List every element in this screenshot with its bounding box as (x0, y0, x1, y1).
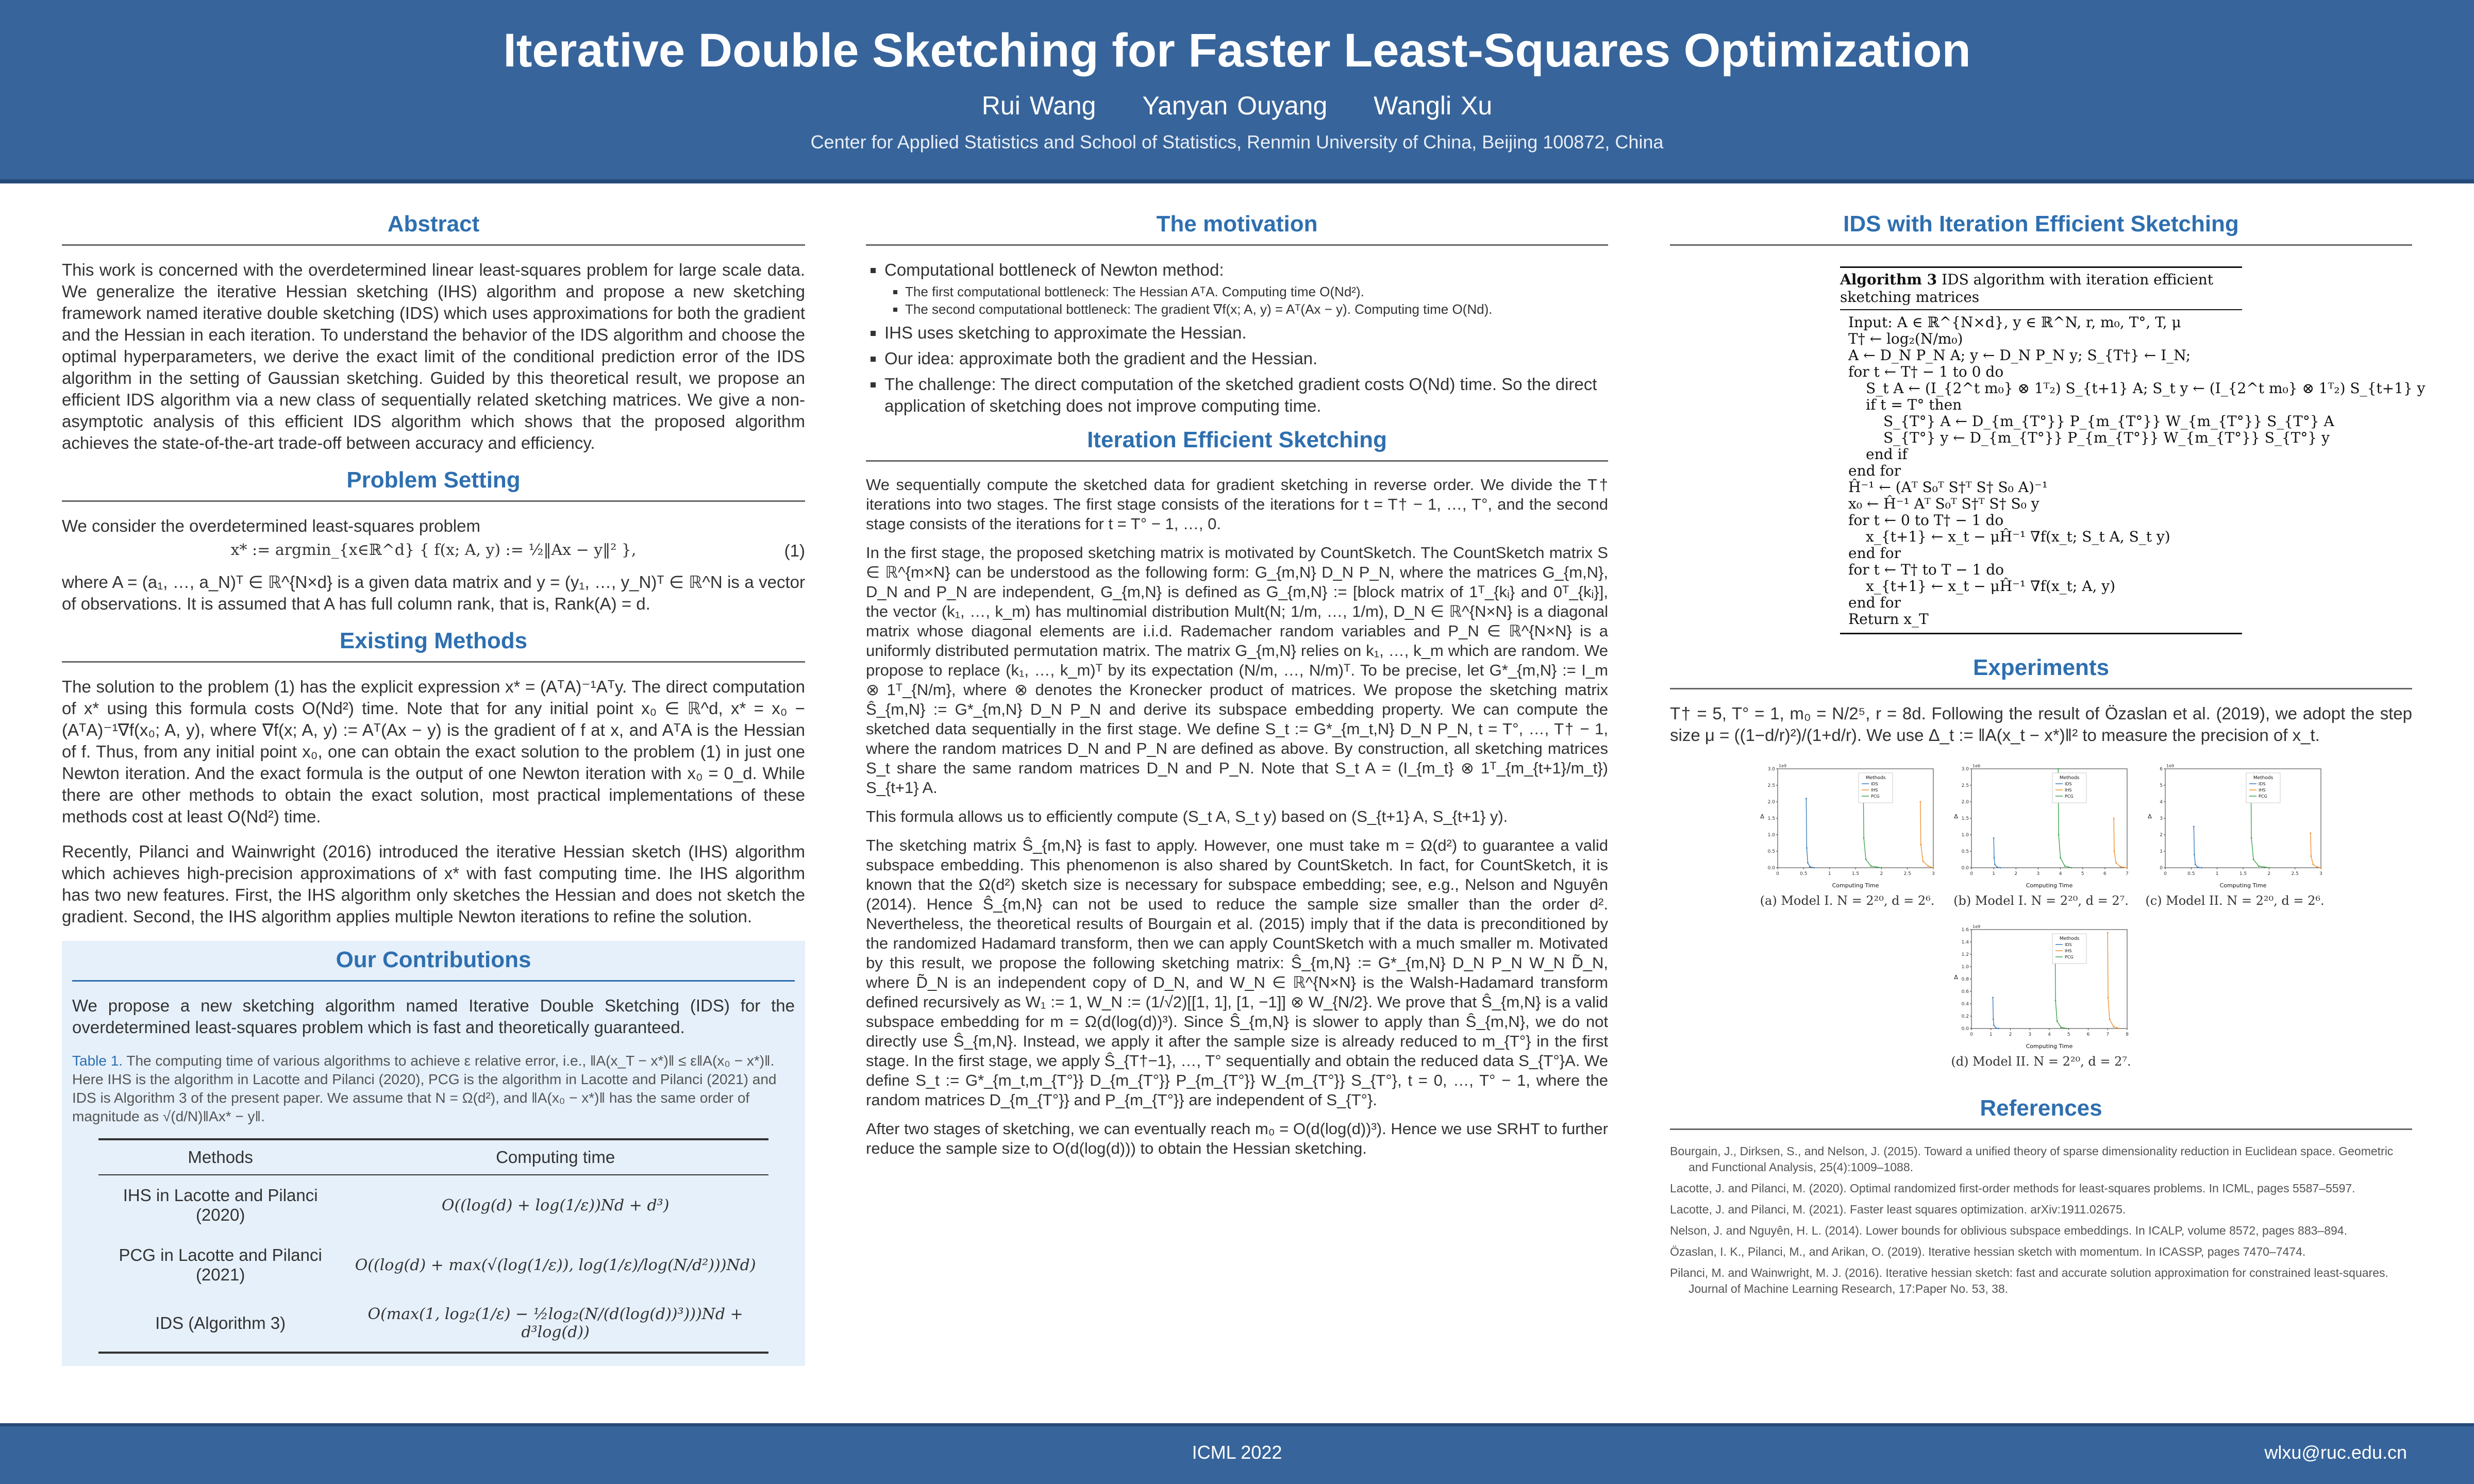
x-tick-label: 0.5 (1800, 871, 1808, 876)
x-tick-label: 1 (1828, 871, 1831, 876)
table-cell-method: IHS in Lacotte and Pilanci (2020) (123, 1186, 318, 1224)
table-header: Methods (98, 1139, 342, 1175)
data-point (2120, 866, 2121, 868)
y-tick-label: 1.2 (1961, 952, 1969, 957)
data-point (1919, 801, 1921, 803)
reference-item: Bourgain, J., Dirksen, S., and Nelson, J. (2015). Toward a unified theory of sparse dimensionality reduction in Euclidean space. Geometric and Functional Analysis, 25(4):1009–1088. (1670, 1144, 2394, 1174)
x-tick-label: 7 (2106, 1032, 2110, 1037)
figure-caption: (c) Model II. N = 2²⁰, d = 2⁶. (2145, 893, 2325, 908)
x-tick-label: 7 (2126, 871, 2129, 876)
y-tick-label: 1.4 (1961, 940, 1969, 945)
header-divider (0, 179, 2474, 183)
x-tick-label: 3 (2319, 871, 2322, 876)
algorithm-line: Return x_T (1848, 611, 1929, 628)
figure-panel (2142, 762, 2328, 908)
data-point (1933, 867, 1934, 869)
plot-frame (1778, 769, 1933, 868)
figure-panel (1754, 762, 1940, 908)
iteration-para-5: After two stages of sketching, we can eventually reach m₀ = O(d(log(d))³). Hence we use SRHT to further reduce the sample size to O(d(log(d))) to obtain the Hessian sketching. (866, 1120, 1608, 1157)
table-cell-time: O((log(d) + log(1/ε))Nd + d³) (441, 1196, 670, 1215)
algorithm-line: x_{t+1} ← x_t − μĤ⁻¹ ∇f(x_t; S_t A, S_t y) (1866, 528, 2170, 545)
y-tick-label: 1.5 (1767, 816, 1775, 821)
poster-header (0, 0, 2474, 179)
y-axis-label: Δ (1954, 974, 1958, 981)
legend-entry: IDS (2259, 782, 2266, 786)
y-axis-label: Δ (1760, 813, 1764, 820)
data-point (2197, 866, 2198, 868)
algorithm-line: for t ← T† − 1 to 0 do (1848, 363, 2004, 380)
x-tick-label: 2 (1880, 871, 1883, 876)
y-tick-label: 0.4 (1961, 1002, 1969, 1007)
y-tick-label: 0.5 (1767, 849, 1775, 854)
figure-caption: (a) Model I. N = 2²⁰, d = 2⁶. (1760, 893, 1935, 908)
y-tick-label: 2.0 (1767, 800, 1775, 805)
figure-caption: (d) Model II. N = 2²⁰, d = 2⁷. (1951, 1054, 2131, 1069)
x-tick-label: 8 (2126, 1032, 2129, 1037)
y-tick-label: 6 (2160, 767, 2163, 772)
legend-entry: PCG (2065, 794, 2074, 799)
y-axis-multiplier: 1e9 (1972, 924, 1981, 929)
legend-entry: IHS (2065, 788, 2072, 792)
data-point (2310, 855, 2312, 857)
data-point (2251, 837, 2252, 839)
algorithm-line: Input: A ∈ ℝ^{N×d}, y ∈ ℝ^N, r, m₀, T°, T, μ (1848, 314, 2181, 331)
reference-item: Özaslan, I. K., Pilanci, M., and Arikan, O. (2019). Iterative hessian sketch with momentum. In ICASSP, pages 7470–7474. (1670, 1245, 2306, 1258)
problem-intro: We consider the overdetermined least-squares problem (62, 516, 480, 535)
column-middle (866, 201, 1608, 1158)
line-chart (2145, 762, 2325, 890)
data-point (2058, 768, 2059, 770)
algorithm-body (1840, 310, 2426, 634)
x-tick-label: 0.5 (2187, 871, 2195, 876)
author-name: Yanyan Ouyang (1142, 91, 1328, 120)
data-point (2060, 857, 2061, 858)
data-point (2268, 867, 2270, 869)
data-point (2127, 867, 2128, 869)
data-point (2313, 864, 2314, 865)
algorithm-box (1840, 266, 2426, 634)
table-row (98, 1295, 768, 1353)
data-point (2057, 1020, 2058, 1022)
experiments-text: T† = 5, T° = 1, m₀ = N/2⁵, r = 8d. Following the result of Özaslan et al. (2019), we adopt the step size μ = ((1−d/r)²)/(1+d/r). We use Δ_t := ‖A(x_t − x*)‖² to measure the precision of x_t. (1670, 704, 2412, 745)
y-tick-label: 1.5 (1961, 816, 1969, 821)
algorithm-line: Ĥ⁻¹ ← (Aᵀ S₀ᵀ S†ᵀ S† S₀ A)⁻¹ (1848, 479, 2048, 496)
section-title-existing: Existing Methods (62, 628, 805, 663)
x-tick-label: 0 (1776, 871, 1779, 876)
algorithm-line: S_t A ← (I_{2^t m₀} ⊗ 1ᵀ₂) S_{t+1} A; S_t y ← (I_{2^t m₀} ⊗ 1ᵀ₂) S_{t+1} y (1866, 380, 2426, 397)
contributions-text: We propose a new sketching algorithm named Iterative Double Sketching (IDS) for the overdetermined least-squares problem which is fast and theoretically guaranteed. (72, 996, 795, 1037)
algorithm-line: T† ← log₂(N/m₀) (1848, 330, 1963, 347)
data-point (1881, 867, 1882, 869)
y-tick-label: 1.0 (1767, 833, 1775, 838)
algorithm-line: S_{T°} A ← D_{m_{T°}} P_{m_{T°}} W_{m_{T°}} S_{T°} A (1883, 413, 2334, 430)
y-axis-multiplier: 1e9 (2166, 764, 2175, 768)
legend-title: Methods (1865, 775, 1886, 781)
x-tick-label: 1.5 (2239, 871, 2247, 876)
x-tick-label: 2 (2014, 871, 2018, 876)
data-point (1998, 1028, 1999, 1030)
data-point (1928, 865, 1929, 867)
data-point (1865, 859, 1867, 861)
y-tick-label: 0.2 (1961, 1014, 1969, 1019)
list-item: ▪ The second computational bottleneck: The gradient ∇f(x; A, y) = Aᵀ(Ax − y). Computing time O(Nd). (905, 300, 1608, 318)
iteration-para-4: The sketching matrix Ŝ_{m,N} is fast to apply. However, one must take m = Ω(d²) to guarantee a valid subspace embedding. This phenomenon is also shared by CountSketch. In fact, for CountSketch, it is known that the Ω(d²) sketch size is necessary for subspace embedding; see, e.g., Nelson and Nguyên (2014). Hence Ŝ_{m,N} can not be used to reduce the sample size smaller than the order d². Nevertheless, the theoretical results of Bourgain et al. (2015) imply that if the data is preconditioned by the randomized Hadamard transform, then we can apply CountSketch with a much smaller m. Motivated by this result, we propose the following sketching matrix: Ŝ_{m,N} := G*_{m,N} D_N P_N W_N D̃_N, where D̃_N is an independent copy of D_N, and W_N ∈ ℝ^{N×N} is the Walsh-Hadamard transform defined recursively as W₁ := 1, W_N := (1/√2)[[1, 1], [1, −1]] ⊗ W_{N/2}. We prove that Ŝ_{m,N} is a valid subspace embedding for m = Ω(d(log(d))³). Since Ŝ_{m,N} is slower to apply than Ŝ_{m,N}, we do not directly use Ŝ_{m,N}. Instead, we apply it after the sample size is already reduced to m_{T°} in the first stage. In the first stage, we apply Ŝ_{T†−1}, …, T° sequentially and obtain the reduced data S_{T°}A. We define S_t := G*_{m_t,m_{T°}} D_{m_{T°}} P_{m_{T°}} W_{m_{T°}} S_{T°}, t = 0, …, T° − 1, where the random matrices D_{m_{T°}} and P_{m_{T°}} are independent of S_{T°}. (866, 836, 1608, 1109)
section-title-contributions: Our Contributions (72, 947, 795, 982)
author-list (0, 91, 2474, 121)
legend-entry: IHS (1871, 788, 1878, 792)
legend-entry: IDS (1871, 782, 1878, 786)
x-tick-label: 5 (2067, 1032, 2070, 1037)
section-title-algorithm: IDS with Iteration Efficient Sketching (1670, 211, 2412, 246)
x-tick-label: 2.5 (2291, 871, 2299, 876)
algorithm-line: end for (1848, 462, 1901, 479)
data-point (2071, 867, 2072, 869)
data-point (2316, 866, 2318, 868)
data-point (2066, 1028, 2068, 1030)
x-tick-label: 5 (2081, 871, 2084, 876)
data-point (1994, 857, 1995, 858)
motivation-bullet-1: Computational bottleneck of Newton method: (884, 260, 1224, 279)
data-point (2320, 867, 2322, 869)
algorithm-line: end for (1848, 594, 1901, 611)
author-name: Rui Wang (981, 91, 1096, 120)
contributions-box (62, 941, 805, 1366)
conference-name: ICML 2022 (1192, 1442, 1282, 1463)
y-tick-label: 0.0 (1961, 866, 1969, 871)
x-tick-label: 2 (2009, 1032, 2012, 1037)
data-point (2060, 1026, 2062, 1028)
algorithm-line: x₀ ← Ĥ⁻¹ Aᵀ S₀ᵀ S†ᵀ S† S₀ y (1848, 495, 2040, 512)
x-tick-label: 3 (2036, 871, 2040, 876)
y-tick-label: 0.0 (1767, 866, 1775, 871)
x-axis-label: Computing Time (2219, 882, 2267, 889)
section-title-problem: Problem Setting (62, 467, 805, 502)
equation-1 (62, 541, 805, 559)
data-point (2108, 997, 2109, 999)
y-tick-label: 0.5 (1961, 849, 1969, 854)
iteration-para-3: This formula allows us to efficiently compute (S_t A, S_t y) based on (S_{t+1} A, S_{t+1} y). (866, 807, 1508, 825)
x-tick-label: 1 (1992, 871, 1996, 876)
x-tick-label: 4 (2059, 871, 2062, 876)
figure-panel (1948, 922, 2134, 1069)
x-tick-label: 6 (2086, 1032, 2090, 1037)
algorithm-label: Algorithm 3 (1840, 271, 1937, 288)
motivation-list (866, 259, 1608, 417)
y-tick-label: 1.6 (1961, 927, 1969, 933)
data-point (1993, 1019, 1994, 1020)
legend-entry: IHS (2065, 949, 2072, 953)
data-point (2201, 867, 2202, 869)
y-axis-label: Δ (1954, 813, 1958, 820)
y-tick-label: 2 (2160, 833, 2163, 838)
x-tick-label: 2 (2267, 871, 2271, 876)
existing-para-2: Recently, Pilanci and Wainwright (2016) introduced the iterative Hessian sketch (IHS) algorithm which achieves high-precision approximations of x* with fast computing time. Ihe IHS algorithm has two new features. First, the IHS algorithm only sketches the Hessian and does not sketch the gradient. Second, the IHS algorithm applies multiple Newton iterations to refine the solution. (62, 842, 805, 926)
section-title-experiments: Experiments (1670, 655, 2412, 689)
column-left (62, 201, 805, 1366)
legend-entry: PCG (2259, 794, 2267, 799)
abstract-text: This work is concerned with the overdetermined linear least-squares problem for large scale data. We generalize the iterative Hessian sketching (IHS) algorithm and propose a new sketching framework named iterative double sketching (IDS) which uses approximations for both the gradient and the Hessian in each iteration. To understand the behavior of the IDS algorithm and choose the optimal hyperparameters, we derive the exact limit of the conditional prediction error of the IDS algorithm in the setting of Gaussian sketching. Guided by this theoretical result, we propose an efficient IDS algorithm via a new class of sequentially related sketching matrices. We give a non-asymptotic analysis of this efficient IDS algorithm which shows that the proposed algorithm achieves the state-of-the-art trade-off between accuracy and efficiency. (62, 260, 805, 452)
y-tick-label: 4 (2160, 800, 2163, 805)
x-tick-label: 1 (2215, 871, 2219, 876)
table-row (98, 1235, 768, 1295)
data-point (1992, 997, 1994, 999)
reference-item: Pilanci, M. and Wainwright, M. J. (2016). Iterative hessian sketch: fast and accurate solution approximation for constrained least-squares. Journal of Machine Learning Research, 17:Paper No. 53, 38. (1670, 1266, 2388, 1295)
x-axis-label: Computing Time (1832, 882, 1879, 889)
line-chart (1951, 922, 2131, 1051)
author-name: Wangli Xu (1374, 91, 1493, 120)
data-point (2107, 932, 2109, 934)
data-point (1809, 866, 1811, 868)
data-point (1993, 837, 1995, 839)
y-tick-label: 3.0 (1961, 767, 1969, 772)
poster-title: Iterative Double Sketching for Faster Least-Squares Optimization (503, 24, 1971, 77)
data-point (2113, 818, 2115, 819)
data-point (2195, 864, 2196, 865)
table-caption (72, 1052, 795, 1126)
data-point (2115, 862, 2117, 864)
y-tick-label: 1.0 (1961, 833, 1969, 838)
experiment-figures (1670, 762, 2412, 1083)
data-point (1920, 844, 1921, 846)
affiliation: Center for Applied Statistics and School of Statistics, Renmin University of China, Beijing 100872, China (810, 131, 1664, 153)
problem-after: where A = (a₁, …, a_N)ᵀ ∈ ℝ^{N×d} is a given data matrix and y = (y₁, …, y_N)ᵀ ∈ ℝ^N is a vector of observations. It is assumed that A has full column rank, that is, Rank(A) = d. (62, 572, 805, 613)
list-item: ▪ Our idea: approximate both the gradient and the Hessian. (884, 348, 1608, 369)
data-point (2194, 854, 2195, 855)
equation-number: (1) (784, 541, 805, 560)
y-tick-label: 0.0 (1961, 1026, 1969, 1032)
y-axis-multiplier: 1e9 (1779, 764, 1787, 768)
data-point (2310, 832, 2311, 834)
table-cell-time: O((log(d) + max(√(log(1/ε)), log(1/ε)/log(N/d²)))Nd) (355, 1256, 756, 1274)
legend-title: Methods (2253, 775, 2274, 781)
data-point (1870, 865, 1872, 867)
data-point (1994, 864, 1996, 865)
data-point (2114, 851, 2115, 852)
y-tick-label: 5 (2160, 783, 2163, 788)
figure-panel (1948, 762, 2134, 908)
table-cell-method: PCG in Lacotte and Pilanci (2021) (119, 1245, 322, 1284)
table-cell-time: O(max(1, log₂(1/ε) − ½log₂(N/(d(log(d))³)))Nd + d³log(d)) (342, 1295, 768, 1353)
algorithm-caption: IDS algorithm with iteration efficient sketching matrices (1840, 271, 2214, 306)
y-tick-label: 2.5 (1767, 783, 1775, 788)
data-point (1807, 862, 1809, 864)
list-item: ▪ IHS uses sketching to approximate the Hessian. (884, 322, 1608, 344)
legend-title: Methods (2059, 936, 2080, 941)
y-tick-label: 1.0 (1961, 965, 1969, 970)
algorithm-line: S_{T°} y ← D_{m_{T°}} P_{m_{T°}} W_{m_{T°}} S_{T°} y (1883, 429, 2330, 446)
plot-frame (2165, 769, 2321, 868)
x-tick-label: 1 (1989, 1032, 1993, 1037)
table-row (98, 1175, 768, 1235)
algorithm-line: x_{t+1} ← x_t − μĤ⁻¹ ∇f(x_t; A, y) (1866, 578, 2116, 595)
data-point (1993, 1025, 1995, 1026)
x-tick-label: 2.5 (1903, 871, 1911, 876)
data-point (1813, 867, 1815, 869)
data-point (1995, 1027, 1997, 1028)
table-caption-label: Table 1. (72, 1053, 123, 1069)
data-point (2055, 1000, 2057, 1002)
data-point (2109, 1019, 2111, 1020)
x-tick-label: 0 (2164, 871, 2167, 876)
data-point (2193, 826, 2195, 828)
y-tick-label: 0.6 (1961, 989, 1969, 994)
section-title-motivation: The motivation (866, 211, 1608, 246)
iteration-para-1: We sequentially compute the sketched data for gradient sketching in reverse order. We divide the T† iterations into two stages. The first stage consists of the iterations for t = T† − 1, …, T°, and the second stage consists of the iterations for t = T° − 1, …, 0. (866, 476, 1608, 533)
section-title-references: References (1670, 1095, 2412, 1130)
list-item (884, 259, 1608, 318)
algorithm-line: for t ← T† to T − 1 do (1848, 561, 2004, 578)
legend-entry: PCG (1871, 794, 1880, 799)
poster-footer (0, 1426, 2474, 1484)
reference-item: Nelson, J. and Nguyên, H. L. (2014). Lower bounds for oblivious subspace embeddings. In ICALP, volume 8572, pages 883–894. (1670, 1224, 2347, 1237)
y-axis-label: Δ (2148, 813, 2152, 820)
y-tick-label: 3.0 (1767, 767, 1775, 772)
algorithm-line: A ← D_N P_N A; y ← D_N P_N y; S_{T†} ← I_N; (1848, 347, 2191, 364)
section-title-iteration: Iteration Efficient Sketching (866, 427, 1608, 462)
x-axis-label: Computing Time (2026, 882, 2073, 889)
data-point (2119, 1028, 2120, 1030)
x-tick-label: 1.5 (1851, 871, 1860, 876)
x-tick-label: 3 (2028, 1032, 2032, 1037)
algorithm-line: for t ← 0 to T† − 1 do (1848, 512, 2004, 529)
legend-entry: IHS (2259, 788, 2266, 792)
computing-time-table (98, 1138, 768, 1354)
algorithm-line: end for (1848, 545, 1901, 562)
column-right (1670, 201, 2426, 1302)
y-tick-label: 0 (2160, 866, 2163, 871)
y-tick-label: 2.5 (1961, 783, 1969, 788)
data-point (2058, 834, 2060, 836)
algorithm-line: if t = T° then (1866, 396, 1962, 413)
iteration-para-2: In the first stage, the proposed sketching matrix is motivated by CountSketch. The CountSketch matrix S ∈ ℝ^{m×N} can be understood as the following form: G_{m,N} D_N P_N, where the matrices G_{m,N}, D_N and P_N are independent, G_{m,N} is defined as G_{m,N} := [block matrix of 1ᵀ_{kᵢ} and 0ᵀ_{kᵢ}], the vector (k₁, …, k_m) has multinomial distribution Mult(N; 1/m, …, 1/m), D_N ∈ ℝ^{N×N} is a diagonal matrix whose diagonal elements are i.i.d. Rademacher random variables and P_N ∈ ℝ^{N×N} is a uniformly distributed permutation matrix. The matrix G_{m,N} relies on k₁, …, k_m which are random. We propose to replace (k₁, …, k_m)ᵀ by its expectation (N/m, …, N/m)ᵀ. To be precise, let G*_{m,N} := I_m ⊗ 1ᵀ_{N/m}, where ⊗ denotes the Kronecker product of matrices. We propose the sketching matrix Ŝ_{m,N} := G*_{m,N} D_N P_N and derive its subspace embedding property. We can compute the sketched data sequentially in the first stage. We define S_t := G*_{m_t,N} D_N P_N, t = T°, …, T† − 1, where the random matrices D_N and P_N are defined as above. By construction, all sketching matrices S_t share the same random matrices D_N and P_N. Note that S_t A = (I_{m_t} ⊗ 1ᵀ_{m_{t+1}/m_t}) S_{t+1} A. (866, 544, 1608, 797)
algorithm-header (1840, 266, 2242, 310)
data-point (1863, 837, 1865, 839)
line-chart (1757, 762, 1937, 890)
data-point (1806, 798, 1807, 799)
legend-entry: IDS (2065, 782, 2072, 786)
data-point (2113, 1026, 2114, 1027)
equation-body: x* := argmin_{x∈ℝ^d} { f(x; A, y) := ½‖Ax − y‖² }, (230, 541, 637, 559)
y-tick-label: 2.0 (1961, 800, 1969, 805)
x-axis-label: Computing Time (2026, 1043, 2073, 1050)
data-point (2000, 867, 2001, 869)
reference-item: Lacotte, J. and Pilanci, M. (2021). Faster least squares optimization. arXiv:1911.02675. (1670, 1203, 2126, 1216)
y-tick-label: 1 (2160, 849, 2163, 854)
figure-caption: (b) Model I. N = 2²⁰, d = 2⁷. (1953, 893, 2129, 908)
x-tick-label: 3 (1932, 871, 1935, 876)
existing-para-1: The solution to the problem (1) has the explicit expression x* = (AᵀA)⁻¹Aᵀy. The direct computation of x* using this formula costs O(Nd²) time. Note that for any initial point x₀ ∈ ℝ^d, x* = x₀ − (AᵀA)⁻¹∇f(x₀; A, y), where ∇f(x; A, y) := Aᵀ(Ax − y) is the gradient of f at x, and AᵀA is the Hessian of f. Thus, from any initial point x₀, one can obtain the exact solution to the problem (1) in just one Newton iteration. And the exact formula is the output of one Newton iteration with x₀ = 0_d. While there are other methods to obtain the exact solution, most practical implementations of these methods cost at least O(Nd²) time. (62, 677, 805, 826)
legend-entry: PCG (2065, 955, 2074, 959)
y-axis-multiplier: 1e6 (1972, 764, 1981, 768)
x-tick-label: 0 (1970, 871, 1973, 876)
x-tick-label: 6 (2103, 871, 2107, 876)
data-point (2064, 865, 2066, 867)
plot-frame (1971, 769, 2127, 868)
data-point (2253, 859, 2254, 861)
data-point (1996, 866, 1998, 868)
list-item: ▪ The challenge: The direct computation of the sketched gradient costs O(Nd) time. So the direct application of sketching does not improve computing time. (884, 374, 1608, 417)
list-item: ▪ The first computational bottleneck: The Hessian AᵀA. Computing time O(Nd²). (905, 283, 1608, 300)
algorithm-line: end if (1866, 446, 1908, 463)
legend-title: Methods (2059, 775, 2080, 781)
x-tick-label: 4 (2048, 1032, 2051, 1037)
reference-list (1670, 1143, 2412, 1297)
reference-item: Lacotte, J. and Pilanci, M. (2020). Optimal randomized first-order methods for least-squares problems. In ICML, pages 5587–5597. (1670, 1182, 2355, 1195)
data-point (2258, 865, 2260, 867)
section-title-abstract: Abstract (62, 211, 805, 246)
table-header: Computing time (342, 1139, 768, 1175)
data-point (1922, 861, 1924, 862)
table-cell-method: IDS (Algorithm 3) (98, 1295, 342, 1353)
table-caption-text: The computing time of various algorithms to achieve ε relative error, i.e., ‖A(x_T − x*)‖ ≤ ε‖A(x₀ − x*)‖. Here IHS is the algorithm in Lacotte and Pilanci (2020), PCG is the algorithm in Lacotte and Pilanci (2021) and IDS is Algorithm 3 of the present paper. We assume that N = Ω(d²), and ‖A(x₀ − x*)‖ has the same order of magnitude as √(d/N)‖Ax* − y‖. (72, 1053, 777, 1124)
plot-frame (1971, 930, 2127, 1028)
line-chart (1951, 762, 2131, 890)
data-point (1806, 847, 1808, 849)
x-tick-label: 0 (1970, 1032, 1973, 1037)
y-tick-label: 3 (2160, 816, 2163, 821)
y-tick-label: 0.8 (1961, 977, 1969, 982)
contact-email: wlxu@ruc.edu.cn (2264, 1442, 2407, 1463)
motivation-sublist (884, 283, 1608, 318)
legend-entry: IDS (2065, 942, 2072, 947)
